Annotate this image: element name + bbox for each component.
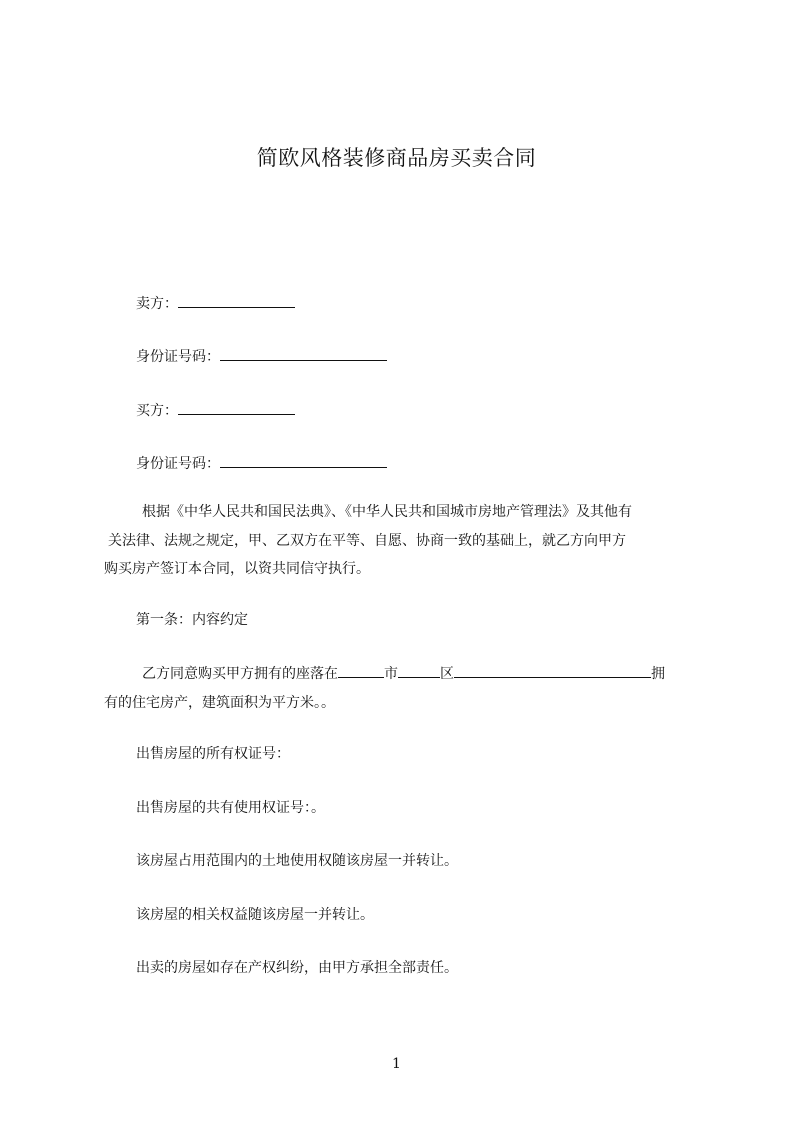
preamble-line-1: 根据《中华人民共和国民法典》、《中华人民共和国城市房地产管理法》及其他有 (142, 504, 632, 520)
district-blank[interactable] (398, 662, 440, 678)
seller-id-line (136, 345, 387, 367)
related-rights-line: 该房屋的相关权益随该房屋一并转让。 (136, 907, 374, 923)
preamble-line-2: 关法律、法规之规定，甲、乙双方在平等、自愿、协商一致的基础上，就乙方向甲方 (108, 532, 626, 549)
address-blank[interactable] (454, 662, 651, 678)
buyer-blank[interactable] (178, 399, 295, 415)
buyer-label: 买方： (136, 403, 178, 419)
land-rights-line: 该房屋占用范围内的土地使用权随该房屋一并转让。 (136, 853, 458, 869)
cert-number-line: 出售房屋的所有权证号： (136, 746, 290, 762)
district-label: 区 (440, 666, 454, 682)
dispute-line: 出卖的房屋如存在产权纠纷，由甲方承担全部责任。 (136, 960, 458, 976)
seller-label: 卖方： (136, 296, 178, 312)
article1-end-char: 拥 (651, 666, 665, 682)
shared-cert-number-line: 出售房屋的共有使用权证号：。 (136, 800, 325, 816)
article1-paragraph (104, 660, 704, 717)
document-title: 简欧风格装修商品房买卖合同 (256, 146, 537, 170)
preamble-line-3: 购买房产签订本合同，以资共同信守执行。 (104, 561, 370, 577)
page-number: 1 (392, 1056, 401, 1072)
article1-location-text: 乙方同意购买甲方拥有的座落在 (142, 666, 338, 682)
buyer-id-blank[interactable] (220, 452, 387, 468)
article1-heading: 第一条：内容约定 (136, 612, 248, 628)
seller-blank[interactable] (178, 292, 295, 308)
city-blank[interactable] (338, 662, 384, 678)
article1-line-1 (104, 660, 704, 689)
city-label: 市 (384, 666, 398, 682)
article1-line-2: 有的住宅房产，建筑面积为平方米。。 (104, 694, 335, 711)
buyer-id-label: 身份证号码： (136, 456, 220, 472)
buyer-id-line (136, 452, 387, 474)
seller-id-blank[interactable] (220, 345, 387, 361)
seller-id-label: 身份证号码： (136, 349, 220, 365)
preamble-paragraph (104, 498, 704, 584)
buyer-line (136, 399, 295, 421)
seller-line (136, 292, 295, 314)
